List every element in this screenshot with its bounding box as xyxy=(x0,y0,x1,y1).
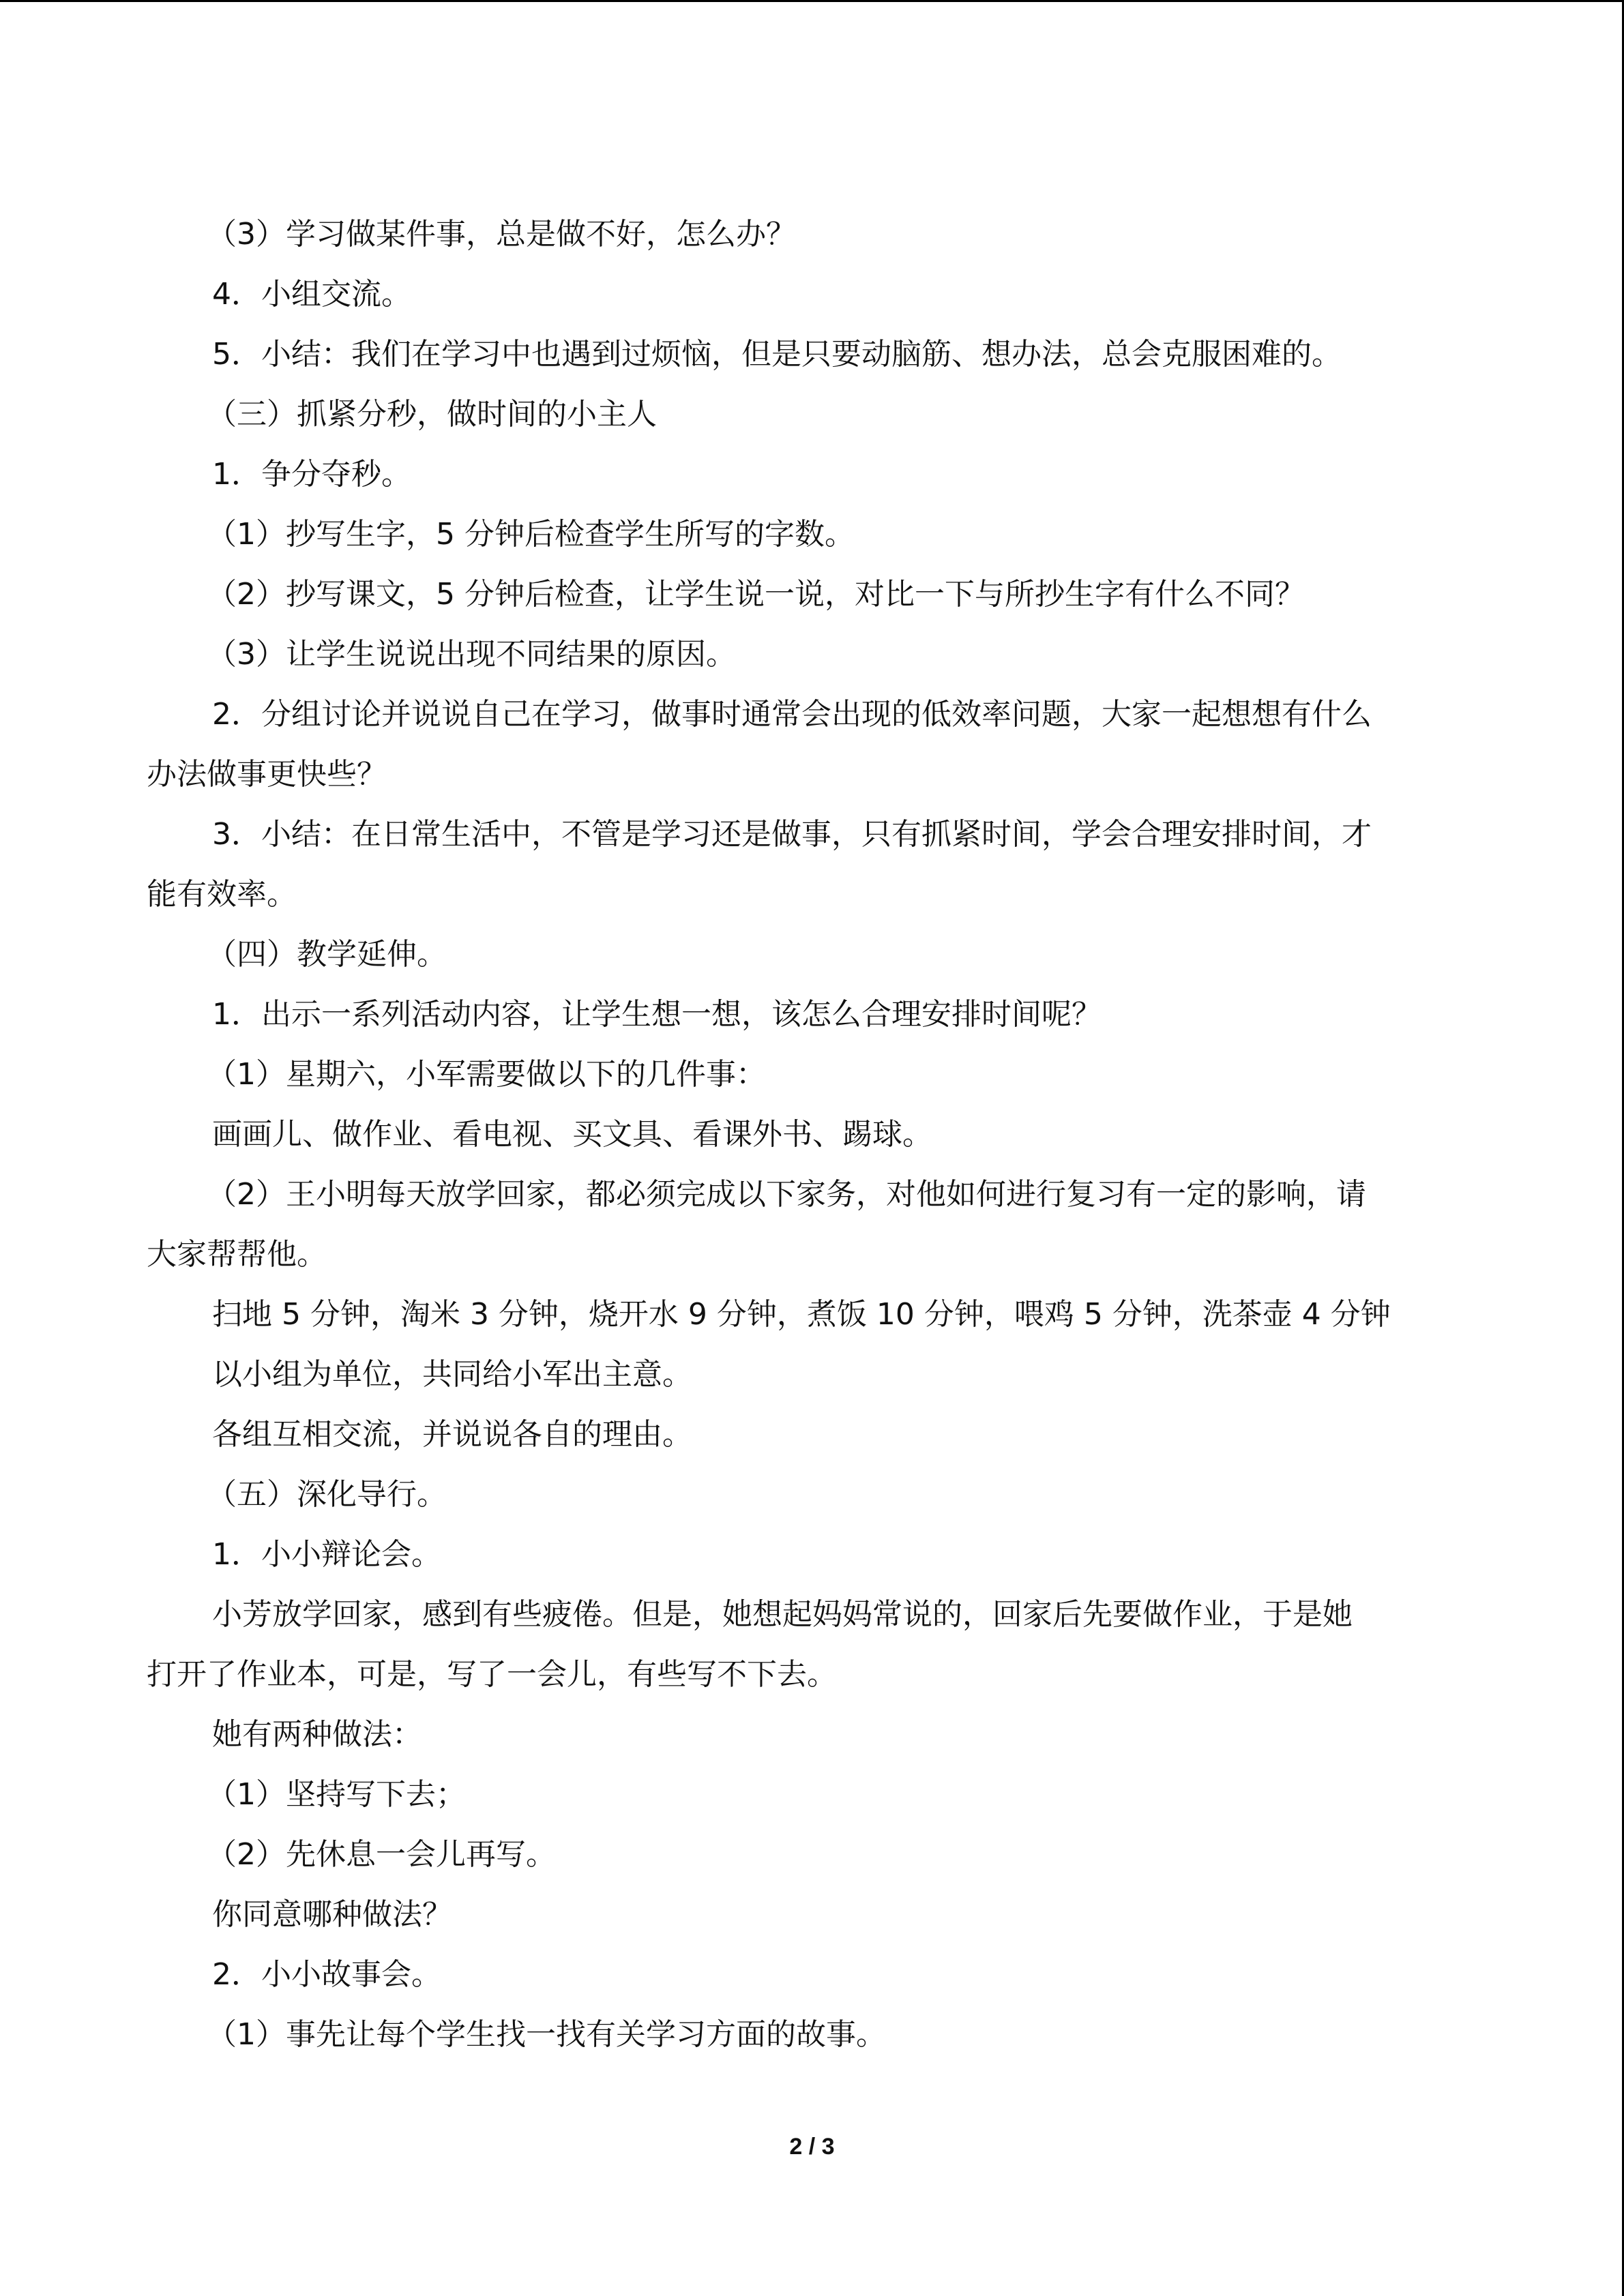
text-line: 你同意哪种做法？ xyxy=(212,1897,452,1932)
text-line: 打开了作业本，可是，写了一会儿，有些写不下去。 xyxy=(147,1657,837,1692)
text-line: 2．分组讨论并说说自己在学习，做事时通常会出现的低效率问题，大家一起想想有什么 xyxy=(212,697,1372,732)
text-line: 1．争分夺秒。 xyxy=(212,457,411,492)
text-line: 能有效率。 xyxy=(147,877,297,912)
text-line: （三）抓紧分秒，做时间的小主人 xyxy=(207,397,657,432)
text-line: 2．小小故事会。 xyxy=(212,1957,441,1992)
text-line: （四）教学延伸。 xyxy=(207,937,447,972)
text-line: 大家帮帮他。 xyxy=(147,1237,327,1272)
text-line: 她有两种做法： xyxy=(212,1717,422,1752)
text-line: 以小组为单位，共同给小军出主意。 xyxy=(212,1357,692,1392)
text-line: （3）让学生说说出现不同结果的原因。 xyxy=(207,637,736,672)
text-line: 小芳放学回家，感到有些疲倦。但是，她想起妈妈常说的，回家后先要做作业，于是她 xyxy=(212,1597,1353,1632)
text-line: 1．小小辩论会。 xyxy=(212,1537,441,1572)
text-line: 各组互相交流，并说说各自的理由。 xyxy=(212,1417,692,1452)
text-line: 4．小组交流。 xyxy=(212,277,411,312)
text-line: 3．小结：在日常生活中，不管是学习还是做事，只有抓紧时间，学会合理安排时间，才 xyxy=(212,817,1372,852)
page-number: 2 / 3 xyxy=(789,2134,835,2160)
text-line: 1．出示一系列活动内容，让学生想一想，该怎么合理安排时间呢？ xyxy=(212,997,1102,1032)
text-line: （1）星期六，小军需要做以下的几件事： xyxy=(207,1057,766,1092)
top-border-line xyxy=(0,0,1624,2)
text-line: （1）事先让每个学生找一找有关学习方面的故事。 xyxy=(207,2017,886,2052)
text-line: （五）深化导行。 xyxy=(207,1477,447,1512)
text-line: （2）先休息一会儿再写。 xyxy=(207,1837,556,1872)
document-body xyxy=(147,205,1477,2065)
text-line: 扫地 5 分钟，淘米 3 分钟，烧开水 9 分钟，煮饭 10 分钟，喂鸡 5 分钟，洗茶壶 4 分钟 xyxy=(212,1297,1391,1332)
text-line: （1）抄写生字，5 分钟后检查学生所写的字数。 xyxy=(207,517,855,552)
text-line: 画画儿、做作业、看电视、买文具、看课外书、踢球。 xyxy=(212,1117,932,1152)
text-line: （3）学习做某件事，总是做不好，怎么办？ xyxy=(207,217,796,252)
text-line: （1）坚持写下去； xyxy=(207,1777,466,1812)
text-line: 办法做事更快些？ xyxy=(147,757,387,792)
text-line: 5．小结：我们在学习中也遇到过烦恼，但是只要动脑筋、想办法，总会克服困难的。 xyxy=(212,337,1342,372)
text-line: （2）抄写课文，5 分钟后检查，让学生说一说，对比一下与所抄生字有什么不同？ xyxy=(207,577,1305,612)
text-line: （2）王小明每天放学回家，都必须完成以下家务，对他如何进行复习有一定的影响，请 xyxy=(207,1177,1366,1212)
